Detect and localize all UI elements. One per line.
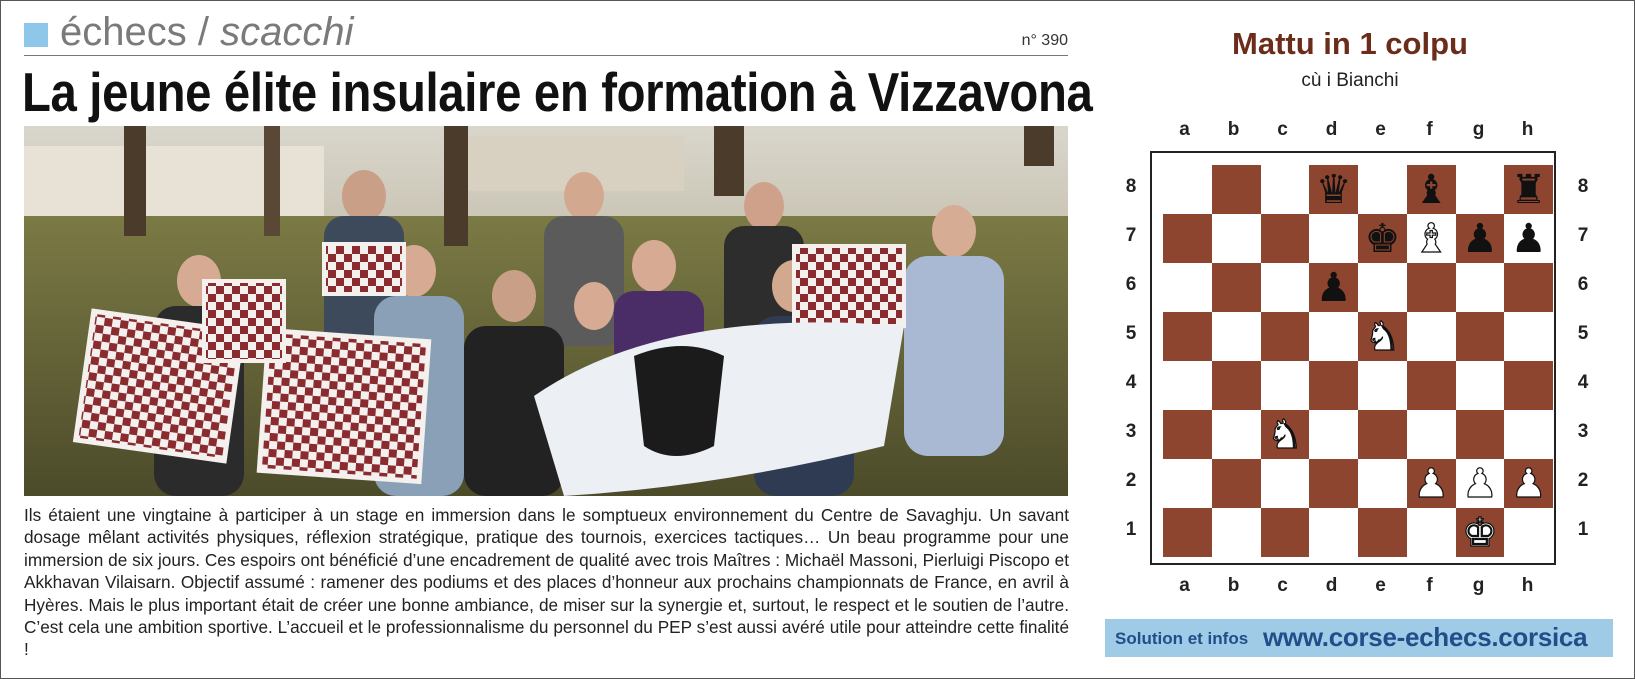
square-c8 — [1261, 165, 1310, 214]
puzzle-subtitle: cù i Bianchi — [1301, 70, 1399, 91]
rubric-prefix: échecs / — [60, 10, 221, 54]
rank-label: 5 — [1125, 322, 1137, 344]
rank-label: 3 — [1577, 420, 1589, 442]
square-c7 — [1261, 214, 1310, 263]
file-label: h — [1521, 575, 1534, 596]
square-d6 — [1309, 263, 1358, 312]
square-f7 — [1407, 214, 1456, 263]
square-b7 — [1212, 214, 1261, 263]
square-c2 — [1261, 459, 1310, 508]
white-knight-icon: ♞ — [1364, 313, 1401, 360]
puzzle-title: Mattu in 1 colpu — [1232, 26, 1468, 61]
square-g2 — [1456, 459, 1505, 508]
rank-label: 8 — [1577, 175, 1589, 197]
rank-label: 2 — [1125, 469, 1137, 491]
square-c3 — [1261, 410, 1310, 459]
section-rubric — [24, 10, 1068, 54]
file-label: a — [1179, 575, 1190, 596]
square-b2 — [1212, 459, 1261, 508]
square-f2 — [1407, 459, 1456, 508]
file-label: c — [1277, 119, 1288, 140]
black-king-icon: ♚ — [1364, 215, 1401, 262]
rank-label: 8 — [1125, 175, 1137, 197]
rank-labels-right — [1568, 162, 1598, 554]
square-a5 — [1163, 312, 1212, 361]
square-b6 — [1212, 263, 1261, 312]
header-rule — [24, 55, 1068, 56]
file-label: b — [1227, 119, 1240, 140]
chessboard — [1163, 165, 1553, 557]
square-g7 — [1456, 214, 1505, 263]
square-a6 — [1163, 263, 1212, 312]
square-h3 — [1504, 410, 1553, 459]
square-a4 — [1163, 361, 1212, 410]
rubric-square-icon — [24, 23, 48, 47]
square-d4 — [1309, 361, 1358, 410]
square-d3 — [1309, 410, 1358, 459]
rank-label: 4 — [1577, 371, 1589, 393]
group-photo — [24, 126, 1068, 496]
square-g3 — [1456, 410, 1505, 459]
white-pawn-icon: ♟ — [1413, 460, 1450, 507]
square-g4 — [1456, 361, 1505, 410]
square-g5 — [1456, 312, 1505, 361]
square-e6 — [1358, 263, 1407, 312]
square-h8 — [1504, 165, 1553, 214]
square-f1 — [1407, 508, 1456, 557]
file-label: g — [1472, 119, 1485, 140]
rank-label: 1 — [1577, 518, 1589, 540]
file-label: d — [1325, 575, 1338, 596]
square-f8 — [1407, 165, 1456, 214]
file-label: c — [1277, 575, 1288, 596]
square-a7 — [1163, 214, 1212, 263]
square-h6 — [1504, 263, 1553, 312]
black-pawn-icon: ♟ — [1315, 264, 1352, 311]
file-label: f — [1426, 119, 1433, 140]
headline: La jeune élite insulaire en formation à Vizzavona — [22, 61, 1093, 123]
white-king-icon: ♚ — [1461, 509, 1498, 556]
square-d5 — [1309, 312, 1358, 361]
square-c6 — [1261, 263, 1310, 312]
black-rook-icon: ♜ — [1510, 166, 1547, 213]
square-e7 — [1358, 214, 1407, 263]
square-e3 — [1358, 410, 1407, 459]
file-labels-bottom — [1160, 575, 1552, 603]
white-knight-icon: ♞ — [1266, 411, 1303, 458]
file-label: a — [1179, 119, 1190, 140]
black-bishop-icon: ♝ — [1413, 166, 1450, 213]
square-h1 — [1504, 508, 1553, 557]
file-label: d — [1325, 119, 1338, 140]
group-photo-image — [24, 126, 1068, 496]
rank-label: 4 — [1125, 371, 1137, 393]
square-e4 — [1358, 361, 1407, 410]
square-e2 — [1358, 459, 1407, 508]
black-pawn-icon: ♟ — [1510, 215, 1547, 262]
square-a1 — [1163, 508, 1212, 557]
rank-label: 7 — [1125, 224, 1137, 246]
square-b4 — [1212, 361, 1261, 410]
square-a3 — [1163, 410, 1212, 459]
file-label: f — [1426, 575, 1433, 596]
file-label: h — [1521, 119, 1534, 140]
square-f5 — [1407, 312, 1456, 361]
square-b5 — [1212, 312, 1261, 361]
article-text: Ils étaient une vingtaine à participer à un stage en immersion dans le somptueux environnement du Centre de Savaghju. Un savant dosage mêlant activités physiques, réflexion stratégique, pratique des tournois, exercices tactiques… Un beau programme pour une immersion de six jours. Ces espoirs ont bénéficié d’une encadrement de qualité avec trois Maîtres : Michaël Massoni, Pierluigi Piscopo et Akkhavan Vilaisarn. Objectif assumé : ramener des podiums et des places d’honneur aux prochains championnats de France, en avril à Hyères. Mais le plus important était de créer une bonne ambiance, de miser sur la synergie et, surtout, le respect et le soutien de l’autre. C’est cela une ambition sportive. L’accueil et le professionnalisme du personnel du PEP s’est aussi avéré utile pour atteindre cette finalité ! — [24, 505, 1069, 660]
square-g1 — [1456, 508, 1505, 557]
rank-label: 2 — [1577, 469, 1589, 491]
square-h7 — [1504, 214, 1553, 263]
black-pawn-icon: ♟ — [1461, 215, 1498, 262]
square-d1 — [1309, 508, 1358, 557]
white-bishop-icon: ♝ — [1413, 215, 1450, 262]
rank-label: 6 — [1125, 273, 1137, 295]
rank-label: 7 — [1577, 224, 1589, 246]
rubric-suffix: scacchi — [220, 10, 354, 54]
square-h2 — [1504, 459, 1553, 508]
square-a8 — [1163, 165, 1212, 214]
rank-label: 3 — [1125, 420, 1137, 442]
square-e1 — [1358, 508, 1407, 557]
square-f3 — [1407, 410, 1456, 459]
square-c5 — [1261, 312, 1310, 361]
white-pawn-icon: ♟ — [1510, 460, 1547, 507]
rank-label: 6 — [1577, 273, 1589, 295]
file-label: g — [1472, 575, 1485, 596]
square-d8 — [1309, 165, 1358, 214]
square-b1 — [1212, 508, 1261, 557]
square-h5 — [1504, 312, 1553, 361]
square-d2 — [1309, 459, 1358, 508]
white-pawn-icon: ♟ — [1461, 460, 1498, 507]
square-h4 — [1504, 361, 1553, 410]
banner-url-link[interactable]: www.corse-echecs.corsica — [1263, 622, 1588, 652]
square-e5 — [1358, 312, 1407, 361]
square-c4 — [1261, 361, 1310, 410]
black-queen-icon: ♛ — [1315, 166, 1352, 213]
file-label: e — [1375, 575, 1386, 596]
file-labels-top — [1160, 119, 1552, 147]
rank-labels-left — [1116, 162, 1146, 554]
square-e8 — [1358, 165, 1407, 214]
square-f6 — [1407, 263, 1456, 312]
banner-label: Solution et infos — [1115, 629, 1249, 648]
square-b8 — [1212, 165, 1261, 214]
square-c1 — [1261, 508, 1310, 557]
issue-number: n° 390 — [1021, 32, 1068, 49]
square-g6 — [1456, 263, 1505, 312]
rubric-title — [60, 10, 353, 55]
file-label: e — [1375, 119, 1386, 140]
rank-label: 1 — [1125, 518, 1137, 540]
rank-label: 5 — [1577, 322, 1589, 344]
square-b3 — [1212, 410, 1261, 459]
square-d7 — [1309, 214, 1358, 263]
info-banner — [1105, 619, 1613, 657]
square-f4 — [1407, 361, 1456, 410]
square-g8 — [1456, 165, 1505, 214]
file-label: b — [1227, 575, 1240, 596]
square-a2 — [1163, 459, 1212, 508]
